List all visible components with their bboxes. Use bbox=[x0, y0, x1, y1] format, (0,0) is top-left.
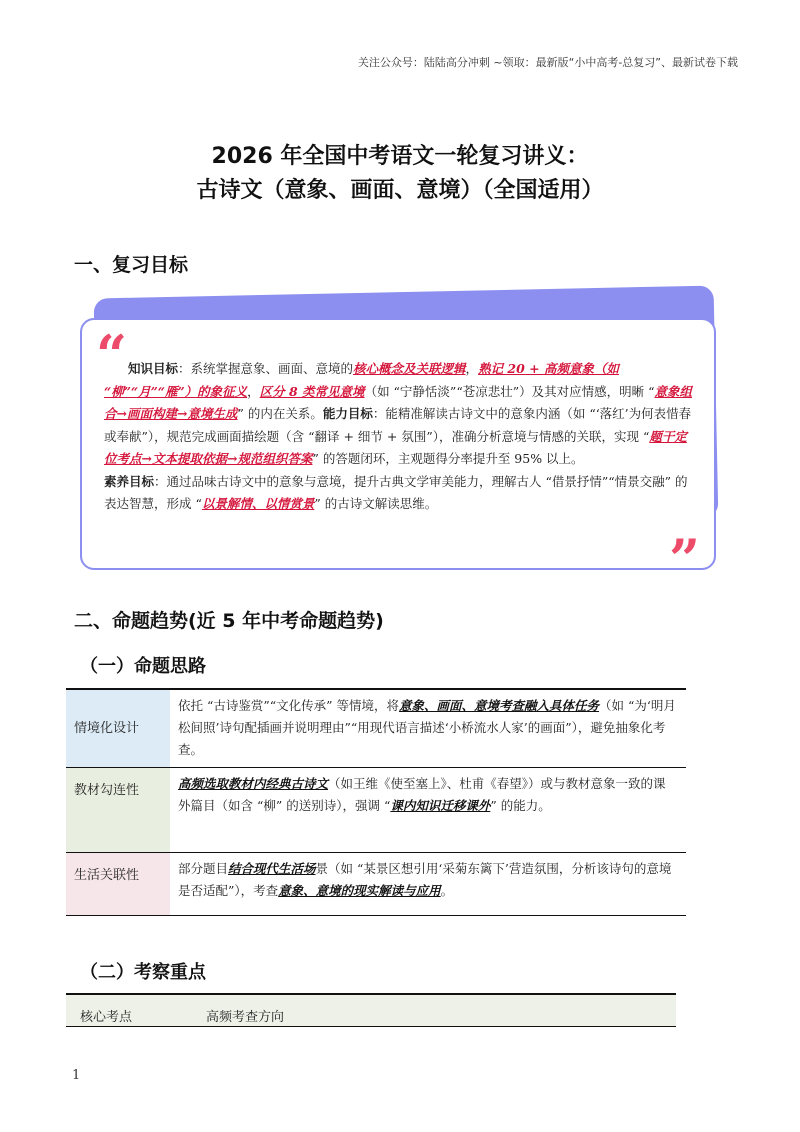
highlight: 意象、画面、意境考查融入具体任务 bbox=[399, 698, 600, 713]
goals-card bbox=[80, 318, 716, 591]
subheading-ideas: （一）命题思路 bbox=[80, 656, 206, 677]
row-head: 教材勾连性 bbox=[66, 768, 170, 853]
highlight: 高频选取教材内经典古诗文 bbox=[178, 776, 329, 791]
text: （如王维《使至塞上》、杜甫《春望》）或与教材意象一致的课外篇目（如含 “柳” 的送别诗），强调 “ bbox=[178, 776, 666, 813]
text: （如 “为‘明月松间照’诗句配插画并说明理由”“用现代语言描述‘小桥流水人家’的画面”），避免抽象化考查。 bbox=[178, 698, 676, 757]
text: ” 的内在关系。 bbox=[237, 406, 323, 421]
ability-label: 能力目标 bbox=[322, 406, 373, 421]
close-quote-icon: ” bbox=[668, 527, 700, 591]
page-number: 1 bbox=[72, 1068, 81, 1083]
column-header: 核心考点 bbox=[80, 1010, 133, 1025]
open-quote-icon: “ bbox=[96, 323, 128, 387]
knowledge-label: 知识目标 bbox=[128, 361, 179, 376]
section-heading-goals: 一、复习目标 bbox=[74, 254, 189, 276]
table-row bbox=[66, 853, 686, 916]
text: 景（如 “某景区想引用‘采菊东篱下’营造氛围，分析该诗句的意境是否适配”），考查 bbox=[178, 861, 672, 898]
text: ：能精准解读古诗文中的意象内涵（如 “‘落红’为何表惜春或奉献”），规范完成画面描绘题（含 “翻译 + 细节 + 氛围”），准确分析意境与情感的关联，实现 “ bbox=[104, 406, 692, 444]
text: ：通过品味古诗文中的意象与意境，提升古典文学审美能力，理解古人 “借景抒情”“情景交融” 的表达智慧，形成 “ bbox=[104, 473, 688, 511]
row-head: 情境化设计 bbox=[66, 689, 170, 768]
title-line-2: 古诗文（意象、画面、意境）（全国适用） bbox=[196, 178, 604, 203]
text: ” 的能力。 bbox=[490, 798, 551, 813]
title-line-1: 2026 年全国中考语文一轮复习讲义： bbox=[211, 144, 589, 169]
section-heading-trends: 二、命题趋势(近 5 年中考命题趋势) bbox=[74, 610, 384, 632]
highlight: 意象、意境的现实解读与应用 bbox=[278, 883, 441, 898]
row-head: 生活关联性 bbox=[66, 853, 170, 916]
document-title bbox=[0, 140, 800, 208]
subheading-focus: （二）考察重点 bbox=[80, 962, 206, 983]
highlight: 核心概念及关联逻辑 bbox=[353, 361, 466, 376]
highlight: 区分 8 类常见意境 bbox=[259, 383, 365, 399]
highlight: 以景解情、以情赏景 bbox=[201, 496, 315, 511]
highlight: 结合现代生活场 bbox=[228, 861, 316, 876]
text: （如 “宁静恬淡”“苍凉悲壮”）及其对应情感，明晰 “ bbox=[364, 383, 655, 399]
text: 依托 “古诗鉴赏”“文化传承” 等情境，将 bbox=[178, 698, 400, 713]
text: ：系统掌握意象、画面、意境的 bbox=[178, 361, 354, 376]
row-content bbox=[170, 689, 686, 768]
text: 部分题目 bbox=[178, 861, 229, 876]
text: 。 bbox=[440, 883, 454, 898]
highlight: 熟记 20 + 高频意象（如 “柳”“月”“雁”）的象征义 bbox=[104, 361, 619, 399]
text: ” 的答题闭环，主观题得分率提升至 95% 以上。 bbox=[312, 451, 584, 466]
ideas-table bbox=[66, 688, 686, 916]
highlight: 意象组合→画面构建→意境生成 bbox=[104, 383, 692, 421]
row-content bbox=[170, 768, 686, 853]
text: ， bbox=[247, 383, 260, 399]
row-content bbox=[170, 853, 686, 916]
column-header: 高频考查方向 bbox=[206, 1010, 285, 1025]
text: ” 的古诗文解读思维。 bbox=[314, 496, 438, 511]
table-row bbox=[66, 689, 686, 768]
highlight: 题干定位考点→文本提取依据→规范组织答案 bbox=[104, 428, 687, 466]
table-row bbox=[66, 768, 686, 853]
literacy-label: 素养目标 bbox=[104, 473, 155, 489]
goals-text bbox=[104, 358, 694, 516]
focus-table-header bbox=[66, 993, 676, 1027]
text: ， bbox=[465, 361, 479, 376]
highlight: 课内知识迁移课外 bbox=[390, 798, 491, 813]
header-note: 关注公众号：陆陆高分冲刺 ~领取：最新版“小中高考-总复习”、最新试卷下载 bbox=[357, 56, 738, 69]
